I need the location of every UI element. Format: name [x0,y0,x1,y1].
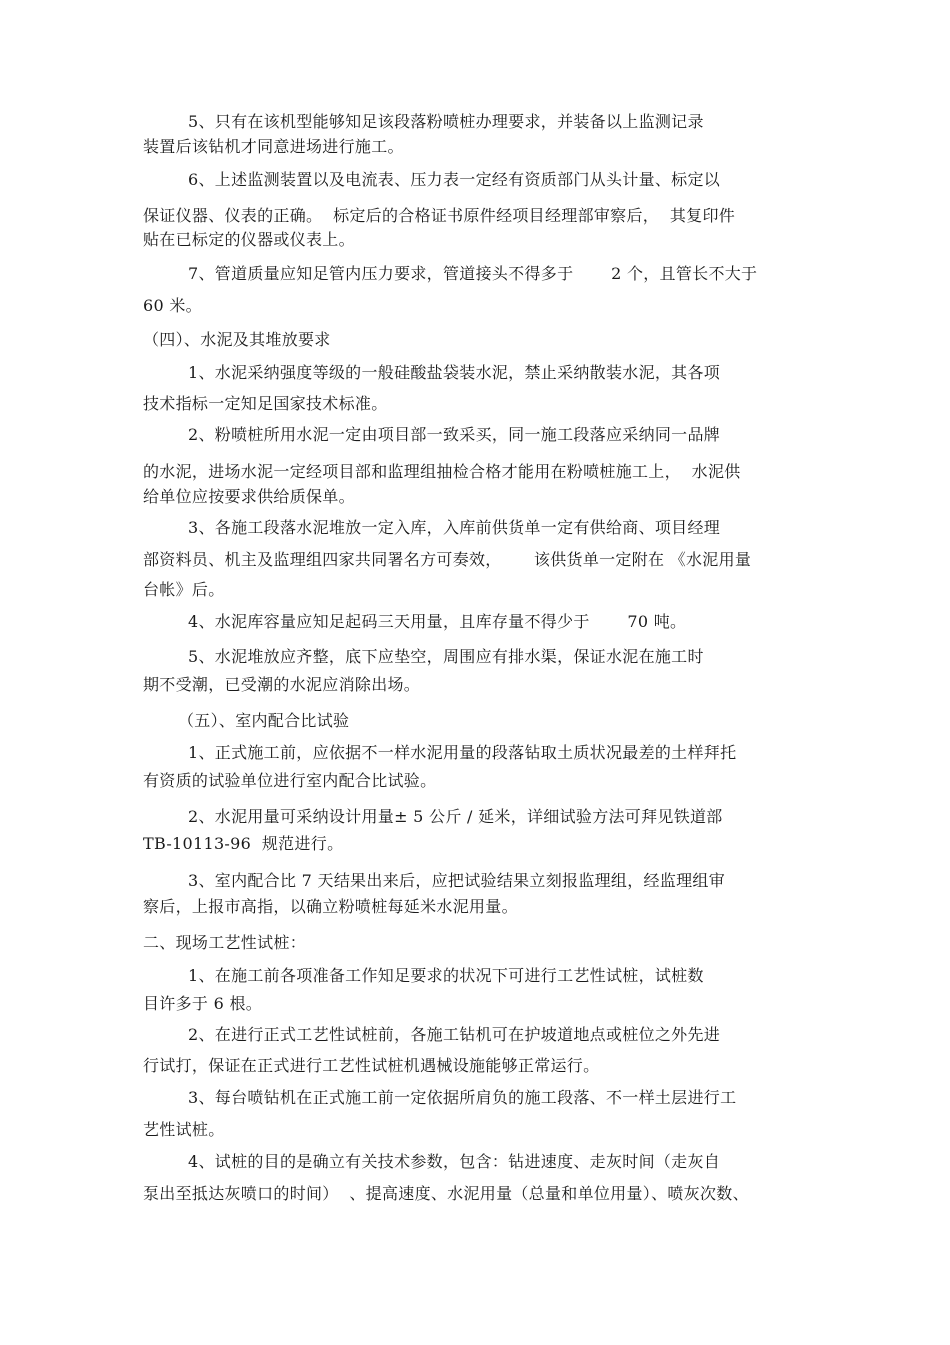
text-line: 艺性试桩。 [143,1120,225,1139]
text-line: 察后，上报市高指，以确立粉喷桩每延米水泥用量。 [143,897,518,916]
text-line: 2、水泥用量可采纳设计用量± 5 公斤 / 延米，详细试验方法可拜见铁道部 [188,807,723,826]
text-line: 3、各施工段落水泥堆放一定入库，入库前供货单一定有供给商、项目经理 [188,518,721,537]
text-line: 2、粉喷桩所用水泥一定由项目部一致采买，同一施工段落应采纳同一品牌 [188,425,721,444]
text-line: 泵出至抵达灰喷口的时间） 、提高速度、水泥用量（总量和单位用量）、喷灰次数、 [143,1184,749,1203]
text-line: 1、水泥采纳强度等级的一般硅酸盐袋装水泥，禁止采纳散装水泥，其各项 [188,363,721,382]
text-line: 1、正式施工前，应依据不一样水泥用量的段落钻取土质状况最差的土样拜托 [188,743,737,762]
section-heading: 二、现场工艺性试桩： [143,933,307,952]
text-line: 60 米。 [143,296,202,315]
text-line: 贴在已标定的仪器或仪表上。 [143,230,355,249]
section-heading: （四）、水泥及其堆放要求 [143,330,331,349]
text-line: 1、在施工前各项准备工作知足要求的状况下可进行工艺性试桩，试桩数 [188,966,704,985]
text-line: 7、管道质量应知足管内压力要求，管道接头不得多于 2 个，且管长不大于 [188,264,758,283]
text-line: 3、每台喷钻机在正式施工前一定依据所肩负的施工段落、不一样土层进行工 [188,1088,737,1107]
text-line: 给单位应按要求供给质保单。 [143,487,355,506]
text-line: 行试打，保证在正式进行工艺性试桩机遇械设施能够正常运行。 [143,1056,600,1075]
text-line: 6、上述监测装置以及电流表、压力表一定经有资质部门从头计量、标定以 [188,170,721,189]
text-line: 5、只有在该机型能够知足该段落粉喷桩办理要求，并装备以上监测记录 [188,112,704,131]
text-line: 5、水泥堆放应齐整，底下应垫空，周围应有排水渠，保证水泥在施工时 [188,647,704,666]
text-line: 保证仪器、仪表的正确。 标定后的合格证书原件经项目经理部审察后， 其复印件 [143,206,736,225]
text-line: 目许多于 6 根。 [143,994,263,1013]
text-line: 部资料员、机主及监理组四家共同署名方可奏效， 该供货单一定附在 《水泥用量 [143,550,752,569]
text-line: 技术指标一定知足国家技术标准。 [143,394,388,413]
section-heading: （五）、室内配合比试验 [178,711,350,730]
text-line: 台帐》后。 [143,580,225,599]
text-line: 的水泥，进场水泥一定经项目部和监理组抽检合格才能用在粉喷桩施工上， 水泥供 [143,462,741,481]
text-line: 有资质的试验单位进行室内配合比试验。 [143,771,437,790]
text-line: 4、试桩的目的是确立有关技术参数，包含：钻进速度、走灰时间（走灰自 [188,1152,721,1171]
text-line: 2、在进行正式工艺性试桩前，各施工钻机可在护坡道地点或桩位之外先进 [188,1025,721,1044]
text-line: 4、水泥库容量应知足起码三天用量，且库存量不得少于 70 吨。 [188,612,687,631]
text-line: 装置后该钻机才同意进场进行施工。 [143,137,404,156]
text-line: TB-10113-96 规范进行。 [143,834,344,853]
text-line: 期不受潮，已受潮的水泥应消除出场。 [143,675,421,694]
text-line: 3、室内配合比 7 天结果出来后，应把试验结果立刻报监理组，经监理组审 [188,871,726,890]
